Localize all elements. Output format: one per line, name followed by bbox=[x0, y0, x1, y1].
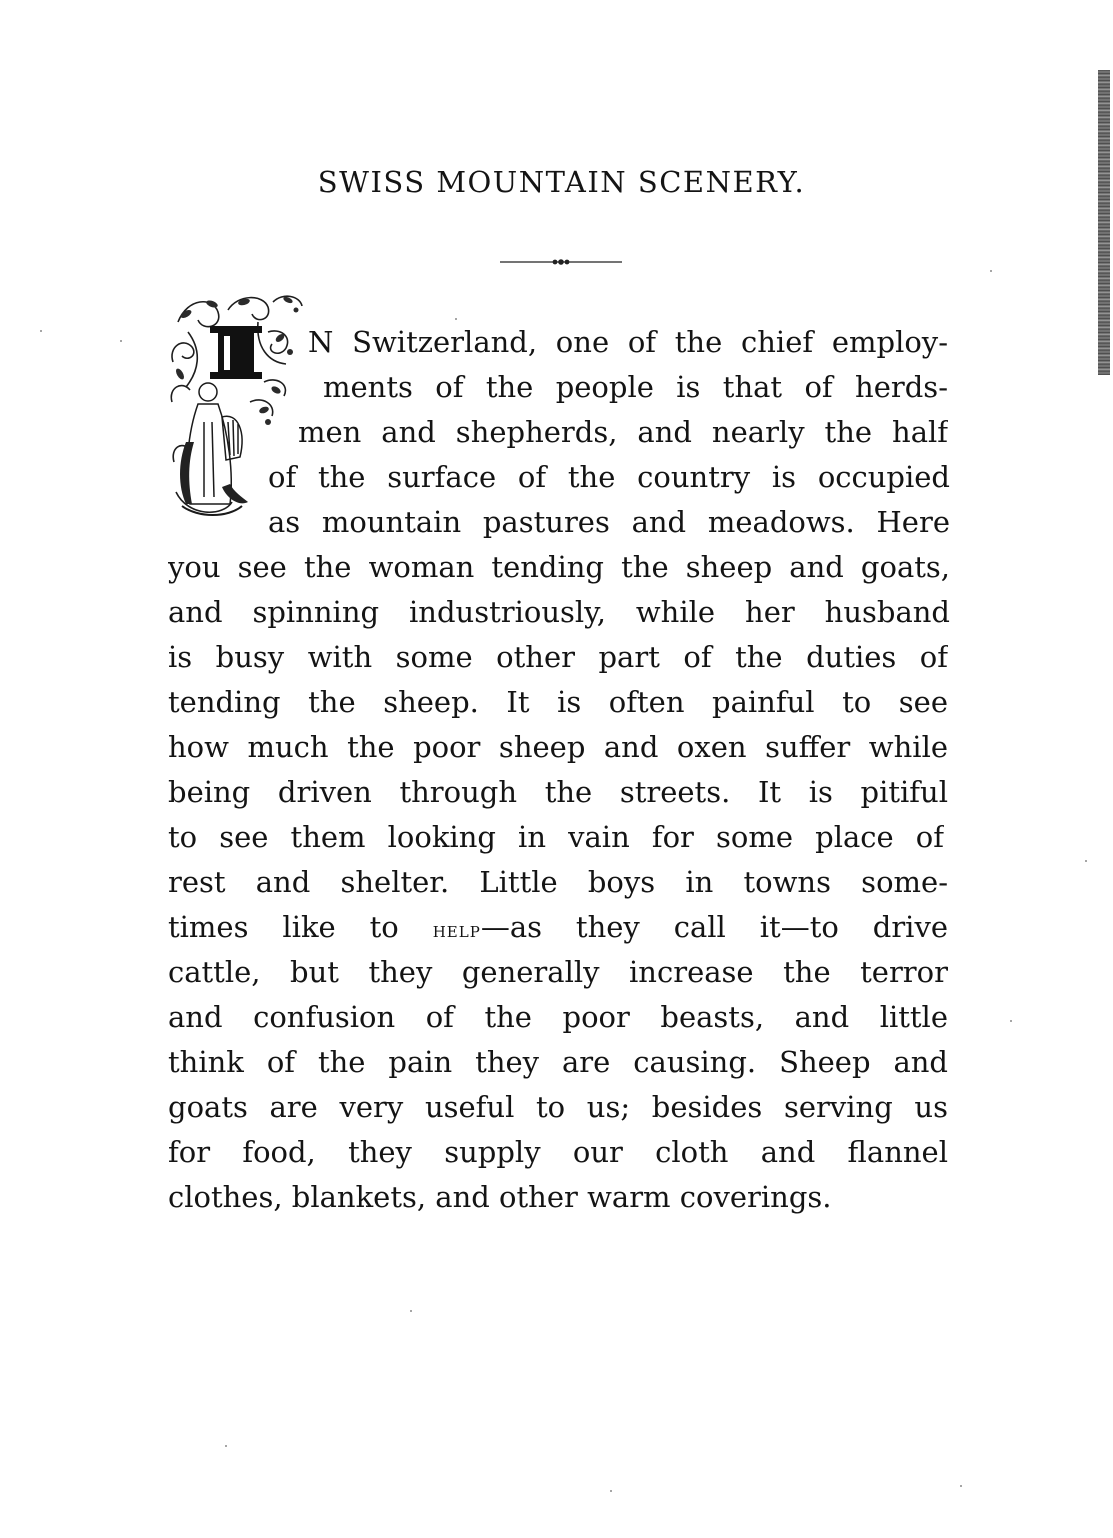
text-line-3: men and shepherds, and nearly the half bbox=[298, 415, 948, 449]
text-line-14 bbox=[168, 907, 948, 951]
text-line-13: rest and shelter. Little boys in towns some- bbox=[168, 865, 948, 899]
text-line-9: tending the sheep. It is often painful to see bbox=[168, 685, 948, 719]
text-line-7: and spinning industriously, while her husband bbox=[168, 595, 950, 629]
text-line-11: being driven through the streets. It is pitiful bbox=[168, 775, 948, 809]
scan-speck bbox=[990, 270, 992, 272]
text-line-16: and confusion of the poor beasts, and little bbox=[168, 1000, 948, 1034]
text-line-1: N Switzerland, one of the chief employ- bbox=[308, 325, 948, 359]
scan-speck bbox=[225, 1445, 227, 1447]
emphasis-help: help bbox=[432, 918, 481, 943]
line-14-after: —as they call it—to drive bbox=[480, 910, 948, 944]
scan-speck bbox=[455, 318, 457, 320]
scan-speck bbox=[120, 340, 122, 342]
page-edge-shadow bbox=[1098, 70, 1110, 375]
page-title: SWISS MOUNTAIN SCENERY. bbox=[317, 165, 806, 199]
text-line-17: think of the pain they are causing. Sheep and bbox=[168, 1045, 948, 1079]
text-line-8: is busy with some other part of the duties of bbox=[168, 640, 948, 674]
scan-speck bbox=[410, 1310, 412, 1312]
text-line-20: clothes, blankets, and other warm coverings. bbox=[168, 1180, 832, 1214]
scan-speck bbox=[960, 1485, 962, 1487]
line-14-before: times like to bbox=[168, 910, 399, 944]
text-line-18: goats are very useful to us; besides serving us bbox=[168, 1090, 948, 1124]
text-line-10: how much the poor sheep and oxen suffer while bbox=[168, 730, 948, 764]
scan-speck bbox=[1085, 860, 1087, 862]
text-line-15: cattle, but they generally increase the terror bbox=[168, 955, 948, 989]
scan-speck bbox=[1010, 1020, 1012, 1022]
text-line-12: to see them looking in vain for some place of bbox=[168, 820, 944, 854]
text-line-19: for food, they supply our cloth and flannel bbox=[168, 1135, 948, 1169]
scan-speck bbox=[610, 1490, 612, 1492]
text-line-2: ments of the people is that of herds- bbox=[323, 370, 948, 404]
text-line-5: as mountain pastures and meadows. Here bbox=[268, 505, 950, 539]
text-line-4: of the surface of the country is occupied bbox=[268, 460, 950, 494]
scan-speck bbox=[40, 330, 42, 332]
ornament-divider bbox=[500, 255, 622, 269]
text-line-6: you see the woman tending the sheep and goats, bbox=[168, 550, 950, 584]
